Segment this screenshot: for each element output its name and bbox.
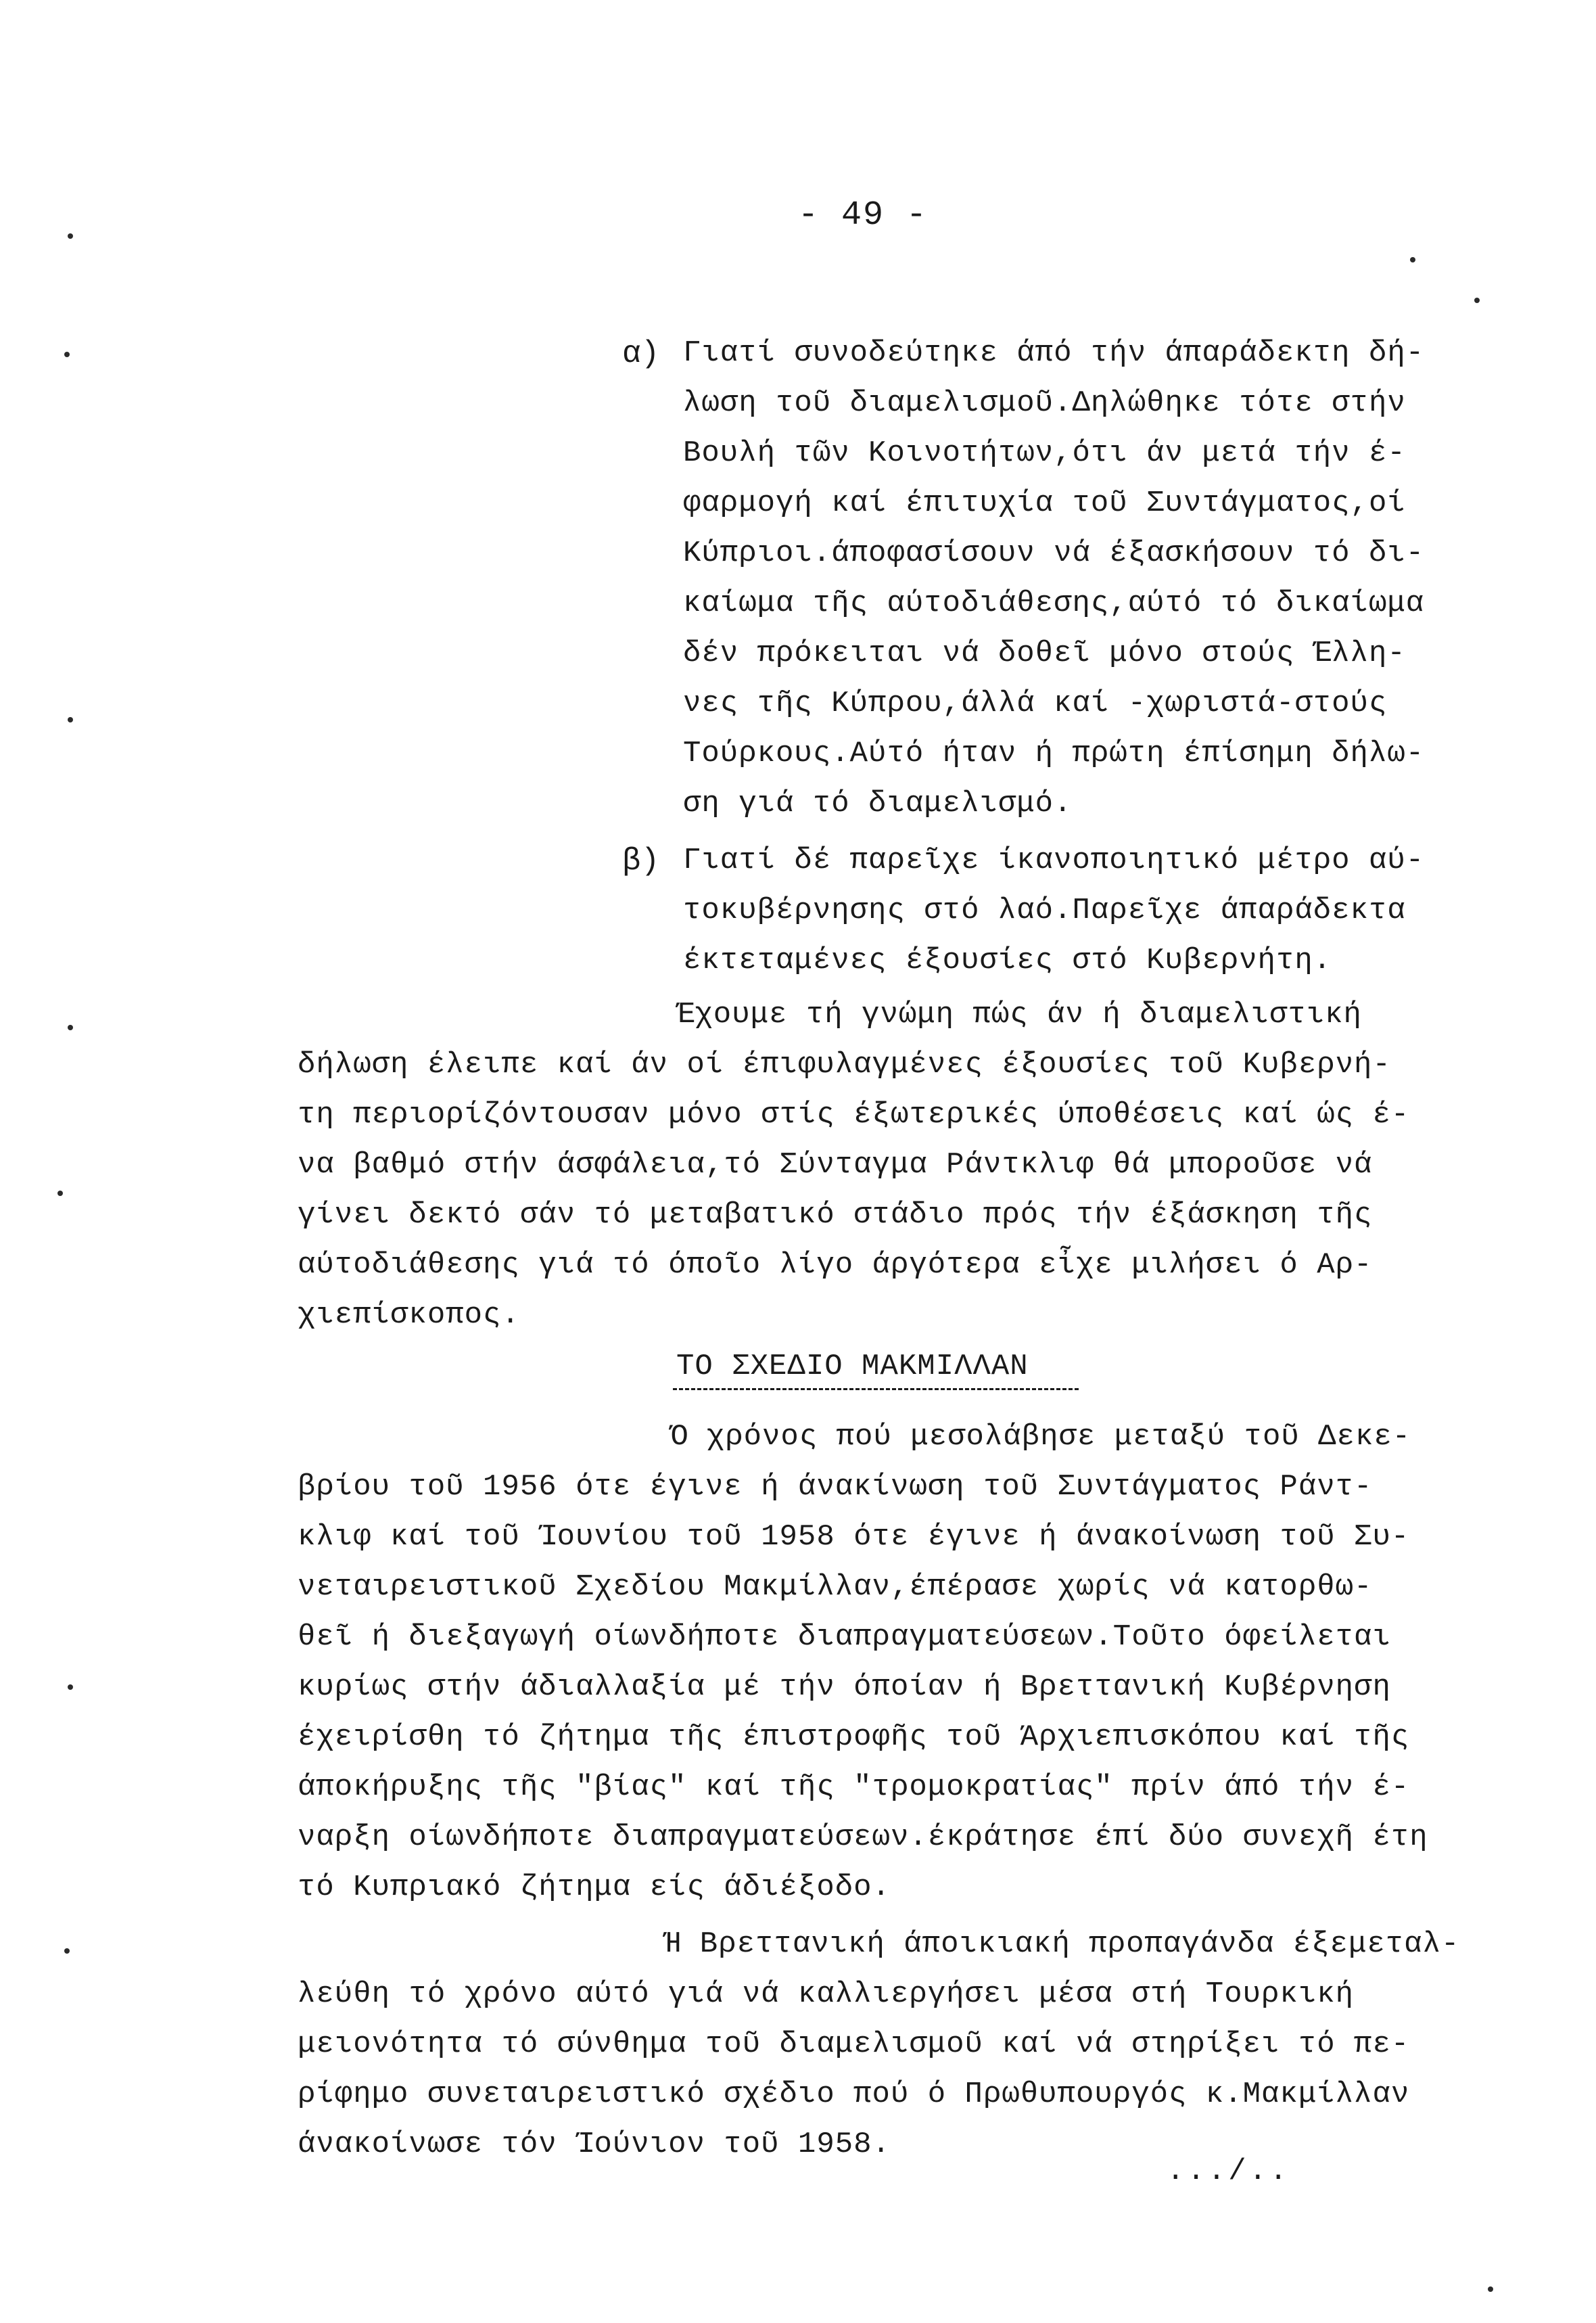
paragraph-line: θεῖ ή διεξαγωγή οίωνδήποτε διαπραγματεύσεων.Τοῦτο όφείλεται <box>298 1620 1391 1654</box>
section-b-line: Γιατί δέ παρεῖχε ίκανοποιητικό μέτρο αύ- <box>683 844 1425 877</box>
scan-speck <box>64 352 70 357</box>
paragraph-line: άποκήρυξης τῆς "βίας" καί τῆς "τρομοκρατίας" πρίν άπό τήν έ- <box>298 1770 1410 1804</box>
section-a-line: νες τῆς Κύπρου,άλλά καί -χωριστά-στούς <box>683 687 1388 720</box>
section-a-marker: α) <box>622 336 660 371</box>
paragraph-line: βρίου τοῦ 1956 ότε έγινε ή άνακίνωση τοῦ Συντάγματος Ράντ- <box>298 1470 1373 1504</box>
page-number: - 49 - <box>798 196 929 235</box>
continuation-mark: .../.. <box>1167 2155 1290 2188</box>
paragraph-line: γίνει δεκτό σάν τό μεταβατικό στάδιο πρός τήν έξάσκηση τῆς <box>298 1198 1373 1232</box>
scan-speck <box>1474 298 1480 303</box>
paragraph-line: λεύθη τό χρόνο αύτό γιά νά καλλιεργήσει μέσα στή Τουρκική <box>298 1977 1355 2011</box>
paragraph-line: κυρίως στήν άδιαλλαξία μέ τήν όποίαν ή Βρεττανική Κυβέρνηση <box>298 1670 1391 1704</box>
scan-speck <box>64 1948 70 1954</box>
paragraph-line: Έχουμε τή γνώμη πώς άν ή διαμελιστική <box>676 998 1362 1032</box>
section-a-line: Γιατί συνοδεύτηκε άπό τήν άπαράδεκτη δή- <box>683 336 1425 370</box>
section-b-line: έκτεταμένες έξουσίες στό Κυβερνήτη. <box>683 944 1332 978</box>
section-a-line: Βουλή τῶν Κοινοτήτων,ότι άν μετά τήν έ- <box>683 436 1406 470</box>
section-a-line: λωση τοῦ διαμελισμοῦ.Δηλώθηκε τότε στήν <box>683 386 1406 420</box>
paragraph-line: τη περιορίζόντουσαν μόνο στίς έξωτερικές ύποθέσεις καί ώς έ- <box>298 1098 1410 1132</box>
section-a-line: καίωμα τῆς αύτοδιάθεσης,αύτό τό δικαίωμα <box>683 586 1425 620</box>
section-b-line: τοκυβέρνησης στό λαό.Παρεῖχε άπαράδεκτα <box>683 894 1406 927</box>
scan-speck <box>68 717 73 722</box>
paragraph-line: ναρξη οίωνδήποτε διαπραγματεύσεων.έκράτησε έπί δύο συνεχῆ έτη <box>298 1820 1428 1854</box>
heading-underline <box>673 1388 1079 1390</box>
scan-speck <box>1488 2286 1493 2292</box>
paragraph-line: χιεπίσκοπος. <box>298 1298 520 1332</box>
paragraph-line: τό Κυπριακό ζήτημα είς άδιέξοδο. <box>298 1870 891 1904</box>
section-b-marker: β) <box>622 844 660 879</box>
paragraph-line: άνακοίνωσε τόν Ίούνιον τοῦ 1958. <box>298 2128 891 2161</box>
paragraph-line: αύτοδιάθεσης γιά τό όποῖο λίγο άργότερα εἶχε μιλήσει ό Αρ- <box>298 1248 1373 1282</box>
section-a-line: Τούρκους.Αύτό ήταν ή πρώτη έπίσημη δήλω- <box>683 737 1425 770</box>
paragraph-line: ρίφημο συνεταιρειστικό σχέδιο πού ό Πρωθυπουργός κ.Μακμίλλαν <box>298 2077 1410 2111</box>
section-a-line: ση γιά τό διαμελισμό. <box>683 787 1073 821</box>
section-a-line: Κύπριοι.άποφασίσουν νά έξασκήσουν τό δι- <box>683 536 1425 570</box>
section-heading: ΤΟ ΣΧΕΔΙΟ ΜΑΚΜΙΛΛΑΝ <box>676 1350 1029 1383</box>
section-a-line: φαρμογή καί έπιτυχία τοῦ Συντάγματος,οί <box>683 486 1406 520</box>
paragraph-line: δήλωση έλειπε καί άν οί έπιφυλαγμένες έξουσίες τοῦ Κυβερνή- <box>298 1048 1391 1082</box>
paragraph-line: Ή Βρεττανική άποικιακή προπαγάνδα έξεμεταλ- <box>663 1927 1460 1961</box>
scan-speck <box>57 1191 63 1196</box>
scan-speck <box>68 1684 73 1690</box>
paragraph-line: έχειρίσθη τό ζήτημα τῆς έπιστροφῆς τοῦ Άρχιεπισκόπου καί τῆς <box>298 1720 1410 1754</box>
scan-speck <box>68 233 73 239</box>
paragraph-line: Ό χρόνος πού μεσολάβησε μεταξύ τοῦ Δεκε- <box>670 1420 1411 1454</box>
section-a-line: δέν πρόκειται νά δοθεῖ μόνο στούς Έλλη- <box>683 637 1406 670</box>
scan-speck <box>1410 257 1415 262</box>
paragraph-line: μειονότητα τό σύνθημα τοῦ διαμελισμοῦ καί νά στηρίξει τό πε- <box>298 2027 1410 2061</box>
scan-speck <box>68 1025 73 1030</box>
paragraph-line: να βαθμό στήν άσφάλεια,τό Σύνταγμα Ράντκλιφ θά μποροῦσε νά <box>298 1148 1373 1182</box>
paragraph-line: νεταιρειστικοῦ Σχεδίου Μακμίλλαν,έπέρασε χωρίς νά κατορθω- <box>298 1570 1373 1604</box>
paragraph-line: κλιφ καί τοῦ Ίουνίου τοῦ 1958 ότε έγινε ή άνακοίνωση τοῦ Συ- <box>298 1520 1410 1554</box>
